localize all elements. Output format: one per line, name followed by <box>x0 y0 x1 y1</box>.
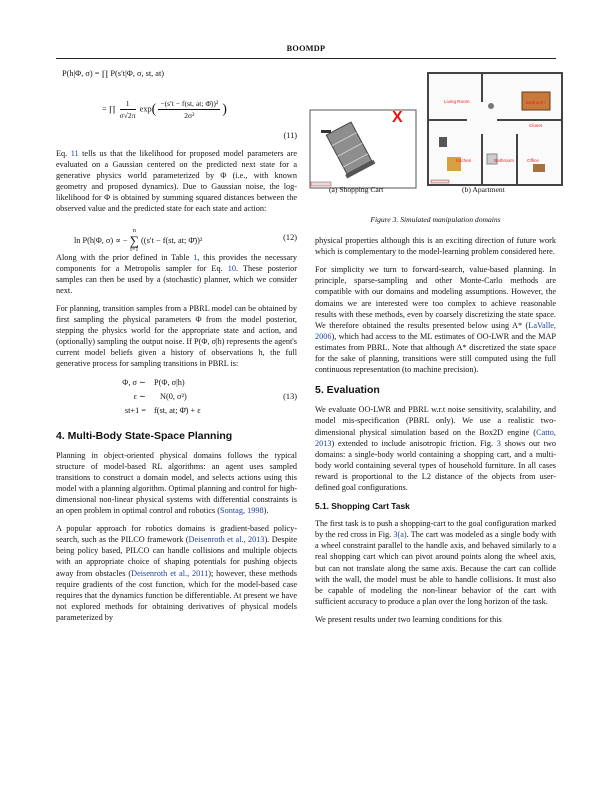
eq13-number: (13) <box>283 391 297 401</box>
right-paragraph-2: For simplicity we turn to forward-search, value-based planning. In principle, sparse-sampling and other Monte-Carlo methods are compatible with our domains and modeling assumptions. However, the domains we are interested were too complex to achieve reasonable results with these methods, even by coarsely discretizing the state space. We therefore obtained the results presented below using A* (LaValle, 2006), which had access to the ML estimates of OO-LWR and the MAP estimates from PBRL. Note that although A* discretized the state space for the sake of planning, transitions were still computed using the full continuous representation (to machine precision). <box>315 265 556 375</box>
equation-13: Φ, σ ∼ P(Φ, σ|h) ε ∼ N(0, σ²) st+1 = f(st, at; Φ̄) + ε (13) <box>122 377 297 415</box>
label-living-room: Living Room <box>444 99 470 104</box>
shopping-cart-figure <box>307 70 419 190</box>
figure-3 <box>315 60 556 210</box>
right-column <box>315 60 556 632</box>
right-paragraph-4: The first task is to push a shopping-cart to the goal configuration marked by the red cross in Fig. 3(a). The cart was modeled as a single body with a wheel constraint parallel to the handle axis, and behaved similarly to a real shopping cart which can pivot around points along the wheel axis, but can not translate along the same axis. Because the cart can collide with the wall, the model must be able to handle collisions. It must also be capable of modeling the non-linear behavior of the cart with sufficient accuracy to produce a plan over the long horizon of the task. <box>315 519 556 606</box>
ref-deisenroth2011-link[interactable]: Deisenroth et al., 2011 <box>131 568 209 578</box>
section-4-heading: 4. Multi-Body State-Space Planning <box>56 429 233 442</box>
right-paragraph-3: We evaluate OO-LWR and PBRL w.r.t noise sensitivity, scalability, and model mis-specification (PBRL only). We use a realistic two-dimensional physical simulation based on the Box2D engine (Catto, 2013) extended to include anisotropic friction. Fig. 3 shows our two domains: a single-body world containing a shopping cart, and a multi-body world containing several types of household furniture. In all cases reward is proportional to the L2 distance of the objects from user-defined goal configurations. <box>315 405 556 492</box>
ref-sontag-link[interactable]: Sontag, 1998 <box>220 506 264 516</box>
subcaption-a: (a) Shopping Cart <box>329 185 384 194</box>
label-office: Office <box>527 158 539 163</box>
left-paragraph-5: A popular approach for robotics domains is gradient-based policy-search, such as the PILCO framework (Deisenroth et al., 2013). Despite being policy based, PILCO can handle collisions and multiple objects with an appropriate choice of shaping potentials for pushing objects away from obstacles (Deisenroth et al., 2011); however, these methods require gradients of the cost function, which for the model-based case requires that the dynamics function be differentiable. At present we have not explored methods for obtaining derivatives of physical models parameterized by <box>56 524 298 622</box>
label-closet: Closet <box>529 123 543 128</box>
section-5-heading: 5. Evaluation <box>315 384 380 397</box>
equation-12: ln P(h|Φ, σ) ∝ − n ∑ t=1 ((s′t − f(st, at; Φ̄))² (12) <box>74 227 297 253</box>
right-paragraph-5: We present results under two learning conditions for this <box>315 614 502 624</box>
running-header: BOOMDP <box>286 44 326 53</box>
ref-table1-link[interactable]: 1 <box>193 252 198 262</box>
subcaption-b: (b) Apartment <box>462 185 505 194</box>
equation-11 <box>56 68 297 148</box>
ref-fig3a-link[interactable]: 3(a) <box>393 530 407 540</box>
ref-eq11-link[interactable]: 11 <box>70 149 79 158</box>
left-paragraph-4: Planning in object-oriented physical domains follows the typical structure of model-based RL algorithms: an agent uses sampled transitions to construct a domain model, and selects actions using this model with a planning algorithm. Optimal planning and control for high-dimensional non-linear physical systems with differential constraints is an open problem in optimal control and robotics (Sontag, 1998). <box>56 450 297 516</box>
eq11-line1: P(h|Φ, σ) = ∏ P(s′t|Φ, σ, st, at) <box>62 69 165 78</box>
ref-fig3-link[interactable]: 3 <box>496 438 501 448</box>
eq12-number: (12) <box>283 232 297 242</box>
ref-deisenroth2013-link[interactable]: Deisenroth et al., 2013 <box>188 535 265 545</box>
left-paragraph-2: Along with the prior defined in Table 1, this provides the necessary components for a Metropolis sampler for Eq. 10. These posterior samples can then be used by a (stochastic) planner, which we consider next. <box>56 252 297 295</box>
label-bedroom: Bedroom <box>526 100 545 105</box>
label-kitchen: Kitchen <box>456 158 472 163</box>
label-bathroom: Bathroom <box>494 158 514 163</box>
ref-lavalle-link[interactable]: LaValle, 2006 <box>315 320 556 341</box>
ref-catto-link[interactable]: Catto, 2013 <box>315 427 556 448</box>
ref-eq10-link[interactable]: 10 <box>227 263 236 273</box>
left-paragraph-1: Eq. 11 tells us that the likelihood for proposed model parameters are evaluated on a Gaussian centered on the predicted next state for a generative physics world parameterized by Φ (i.e., with known geometry and proposed dynamics). Due to Gaussian noise, the log-likelihood for Φ is obtained by summing squared distances between the observed value and the predicted state for each state and action: <box>56 149 298 214</box>
figure-3-caption: Figure 3. Simulated manipulation domains <box>370 215 501 224</box>
right-paragraph-1: physical properties although this is an exciting direction of future work which is complementary to the model-learning problem considered here. <box>315 236 556 257</box>
left-paragraph-3: For planning, transition samples from a PBRL model can be obtained by first sampling the physical parameters Φ from the model posterior, stepping the physics world for the appropriate state and action, and (optionally) sampling the output noise. If P(Φ, σ|h) represents the agent's current model beliefs given a history of observations h, the full generative process for sampling transitions in PBRL is: <box>56 303 297 369</box>
eq11-line2: = ∏ $\frac{1}{\sigma√2\pi}$ exp( $\frac{\text{−(s′t − f(st, at; Φ̄))²}}{\text{2σ²}}$ ) <box>102 99 227 121</box>
goal-cross-mark: X <box>392 109 403 126</box>
apartment-figure <box>427 72 563 186</box>
left-column <box>56 68 297 630</box>
header-rule <box>56 58 556 59</box>
section-5-1-heading: 5.1. Shopping Cart Task <box>315 501 410 512</box>
eq11-number: (11) <box>283 131 297 140</box>
